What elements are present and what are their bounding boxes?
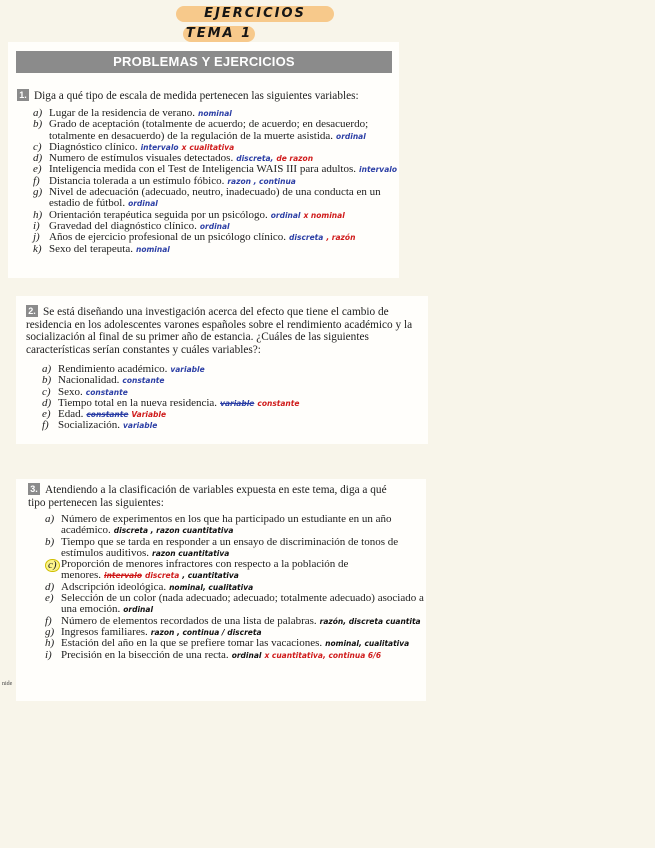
item-text: Diagnóstico clínico. (49, 140, 138, 153)
item-text: Tiempo que se tarda en responder a un ensayo de discriminación de tonos de estímulos auditivos. (61, 535, 399, 559)
exercise-3-card (16, 479, 426, 701)
item-text: Lugar de la residencia de verano. (49, 107, 195, 119)
handwritten-answer: razón, discreta cuantita (319, 616, 421, 626)
handwritten-answer: razon , continua / discreta (150, 627, 262, 637)
item-letter: f) (45, 614, 52, 627)
item-text: Edad. (58, 408, 84, 421)
item-text: Ingresos familiares. (61, 625, 148, 638)
exercise-3-items (41, 514, 426, 661)
worksheet-title: EJERCICIOS (176, 6, 334, 22)
item-letter: b) (45, 535, 55, 548)
handwritten-answer: discreta , razon cuantitativa (113, 526, 234, 536)
handwritten-answer: discreta (289, 233, 324, 243)
handwritten-answer: variable (123, 421, 158, 431)
list-item (41, 559, 426, 582)
handwritten-answer: intervalo (104, 571, 142, 581)
handwritten-answer: , razón (326, 233, 356, 243)
item-text: Número de experimentos en los que ha participado un estudiante en un año académico. (61, 513, 392, 537)
handwritten-answer: Variable (131, 410, 167, 420)
handwritten-answer: nominal (136, 244, 170, 254)
handwritten-answer: razon , continua (227, 176, 296, 186)
section-banner: PROBLEMAS Y EJERCICIOS (16, 51, 392, 73)
handwritten-answer: constante (122, 376, 165, 386)
list-item (29, 119, 397, 142)
exercise-2-items (38, 364, 418, 432)
exercise-1-prompt (17, 89, 395, 103)
handwritten-answer: ordinal (231, 650, 262, 660)
item-letter: k) (33, 242, 42, 255)
exercise-number: 3. (28, 483, 40, 495)
item-text: Rendimiento académico. (58, 363, 168, 375)
item-letter: d) (42, 396, 52, 409)
item-letter: d) (45, 580, 55, 593)
item-letter: e) (33, 163, 42, 176)
item-text: Número de elementos recordados de una lista de palabras. (61, 614, 317, 627)
list-item (38, 420, 418, 431)
handwritten-answer: nominal (197, 109, 232, 118)
item-letter: c) (33, 140, 42, 153)
worksheet-subtitle: TEMA 1 (183, 26, 255, 42)
item-text: Grado de aceptación (totalmente de acuerdo; de acuerdo; en desacuerdo; totalmente en desacuerdo) de la regulación de la muerte asistida. (49, 118, 369, 142)
item-letter: f) (42, 419, 49, 432)
item-text: Sexo. (58, 385, 83, 398)
margin-note: nide (2, 681, 13, 687)
handwritten-answer: constante (85, 387, 128, 397)
prompt-text: Se está diseñando una investigación acerca del efecto que tiene el cambio de residencia en los adolescentes varones españoles sobre el rendimiento académico y la socialización al final de su primer año de estancia. ¿Cuáles de las siguientes características serían constantes y cuáles variables?: (26, 306, 413, 356)
handwritten-answer: constante (257, 398, 300, 408)
handwritten-answer: nominal, cualitativa (169, 582, 254, 592)
handwritten-answer: x (181, 142, 187, 152)
list-item (38, 375, 418, 386)
item-letter: i) (33, 219, 40, 232)
handwritten-answer: intervalo (140, 142, 179, 152)
exercise-number: 1. (17, 89, 29, 101)
handwritten-answer: ordinal (123, 605, 154, 615)
item-letter: b) (42, 374, 52, 387)
item-text: Socialización. (58, 419, 121, 432)
item-text: Inteligencia medida con el Test de Inteligencia WAIS III para adultos. (49, 163, 357, 176)
item-letter: f) (33, 174, 40, 187)
exercise-1-items (29, 108, 397, 255)
item-letter: d) (33, 152, 43, 165)
handwritten-answer: ordinal (199, 221, 230, 231)
item-text: Tiempo total en la nueva residencia. (58, 396, 218, 409)
item-letter: g) (33, 186, 43, 199)
handwritten-answer: de razon (276, 154, 314, 164)
list-item (38, 398, 418, 409)
prompt-text: Atendiendo a la clasificación de variables expuesta en este tema, diga a qué tipo pertenecen las siguientes: (28, 484, 387, 509)
list-item (41, 514, 426, 537)
handwritten-answer: x cuantitativa, continua 6/6 (264, 650, 382, 660)
item-text: Estación del año en la que se prefiere tomar las vacaciones. (61, 637, 323, 650)
handwritten-answer: constante (86, 410, 129, 420)
item-text: Selección de un color (nada adecuado; adecuado; totalmente adecuado) asociado a una emoción. (61, 592, 424, 616)
handwritten-answer: discreta (144, 571, 180, 581)
item-text: Distancia tolerada a un estímulo fóbico. (49, 174, 225, 187)
item-letter: e) (45, 592, 54, 605)
handwritten-answer: intervalo (359, 165, 397, 175)
list-item (41, 537, 426, 560)
item-text: Sexo del terapeuta. (49, 242, 133, 255)
list-item (29, 187, 397, 210)
handwritten-answer: discreta, (236, 154, 274, 164)
list-item (41, 650, 426, 661)
item-text: Años de ejercicio profesional de un psicólogo clínico. (49, 231, 287, 244)
handwritten-answer: x nominal (303, 210, 345, 220)
exercise-3-prompt (28, 483, 404, 509)
item-text: Numero de estímulos visuales detectados. (49, 152, 234, 165)
item-letter: a) (33, 107, 43, 119)
item-text: Proporción de menores infractores con respecto a la población de menores. (61, 558, 349, 582)
item-letter: i) (45, 648, 52, 661)
item-text: Gravedad del diagnóstico clínico. (49, 219, 197, 232)
item-text: Precisión en la bisección de una recta. (61, 648, 229, 661)
exercise-1-card (8, 42, 399, 278)
item-letter: h) (45, 637, 55, 650)
item-letter: j) (33, 231, 40, 244)
exercise-2-card (16, 296, 428, 444)
item-letter: c) (42, 385, 51, 398)
item-letter: e) (42, 408, 51, 421)
list-item (29, 244, 397, 255)
exercise-2-prompt (26, 305, 421, 356)
item-letter: a) (45, 513, 55, 525)
handwritten-answer: ordinal (128, 199, 158, 209)
item-letter: g) (45, 625, 55, 638)
item-letter: h) (33, 208, 43, 221)
handwritten-answer: variable (220, 398, 255, 408)
handwritten-answer: , cuantitativa (182, 571, 239, 581)
handwritten-answer: cualitativa (189, 142, 235, 152)
item-text: Nacionalidad. (58, 374, 120, 387)
list-item (41, 593, 426, 616)
item-text: Adscripción ideológica. (61, 580, 167, 593)
item-letter: a) (42, 363, 52, 375)
exercise-number: 2. (26, 305, 38, 317)
prompt-text: Diga a qué tipo de escala de medida pertenecen las siguientes variables: (34, 90, 359, 102)
item-letter: c) (45, 559, 60, 572)
handwritten-answer: nominal, cualitativa (325, 639, 410, 649)
item-text: Orientación terapéutica seguida por un psicólogo. (49, 208, 268, 221)
handwritten-answer: ordinal (270, 210, 301, 220)
handwritten-answer: variable (170, 365, 205, 374)
handwritten-answer: razon cuantitativa (152, 548, 230, 558)
handwritten-answer: ordinal (336, 131, 366, 141)
item-text: Nivel de adecuación (adecuado, neutro, inadecuado) de una conducta en un estadio de fútbol. (49, 186, 381, 210)
item-letter: b) (33, 118, 43, 131)
